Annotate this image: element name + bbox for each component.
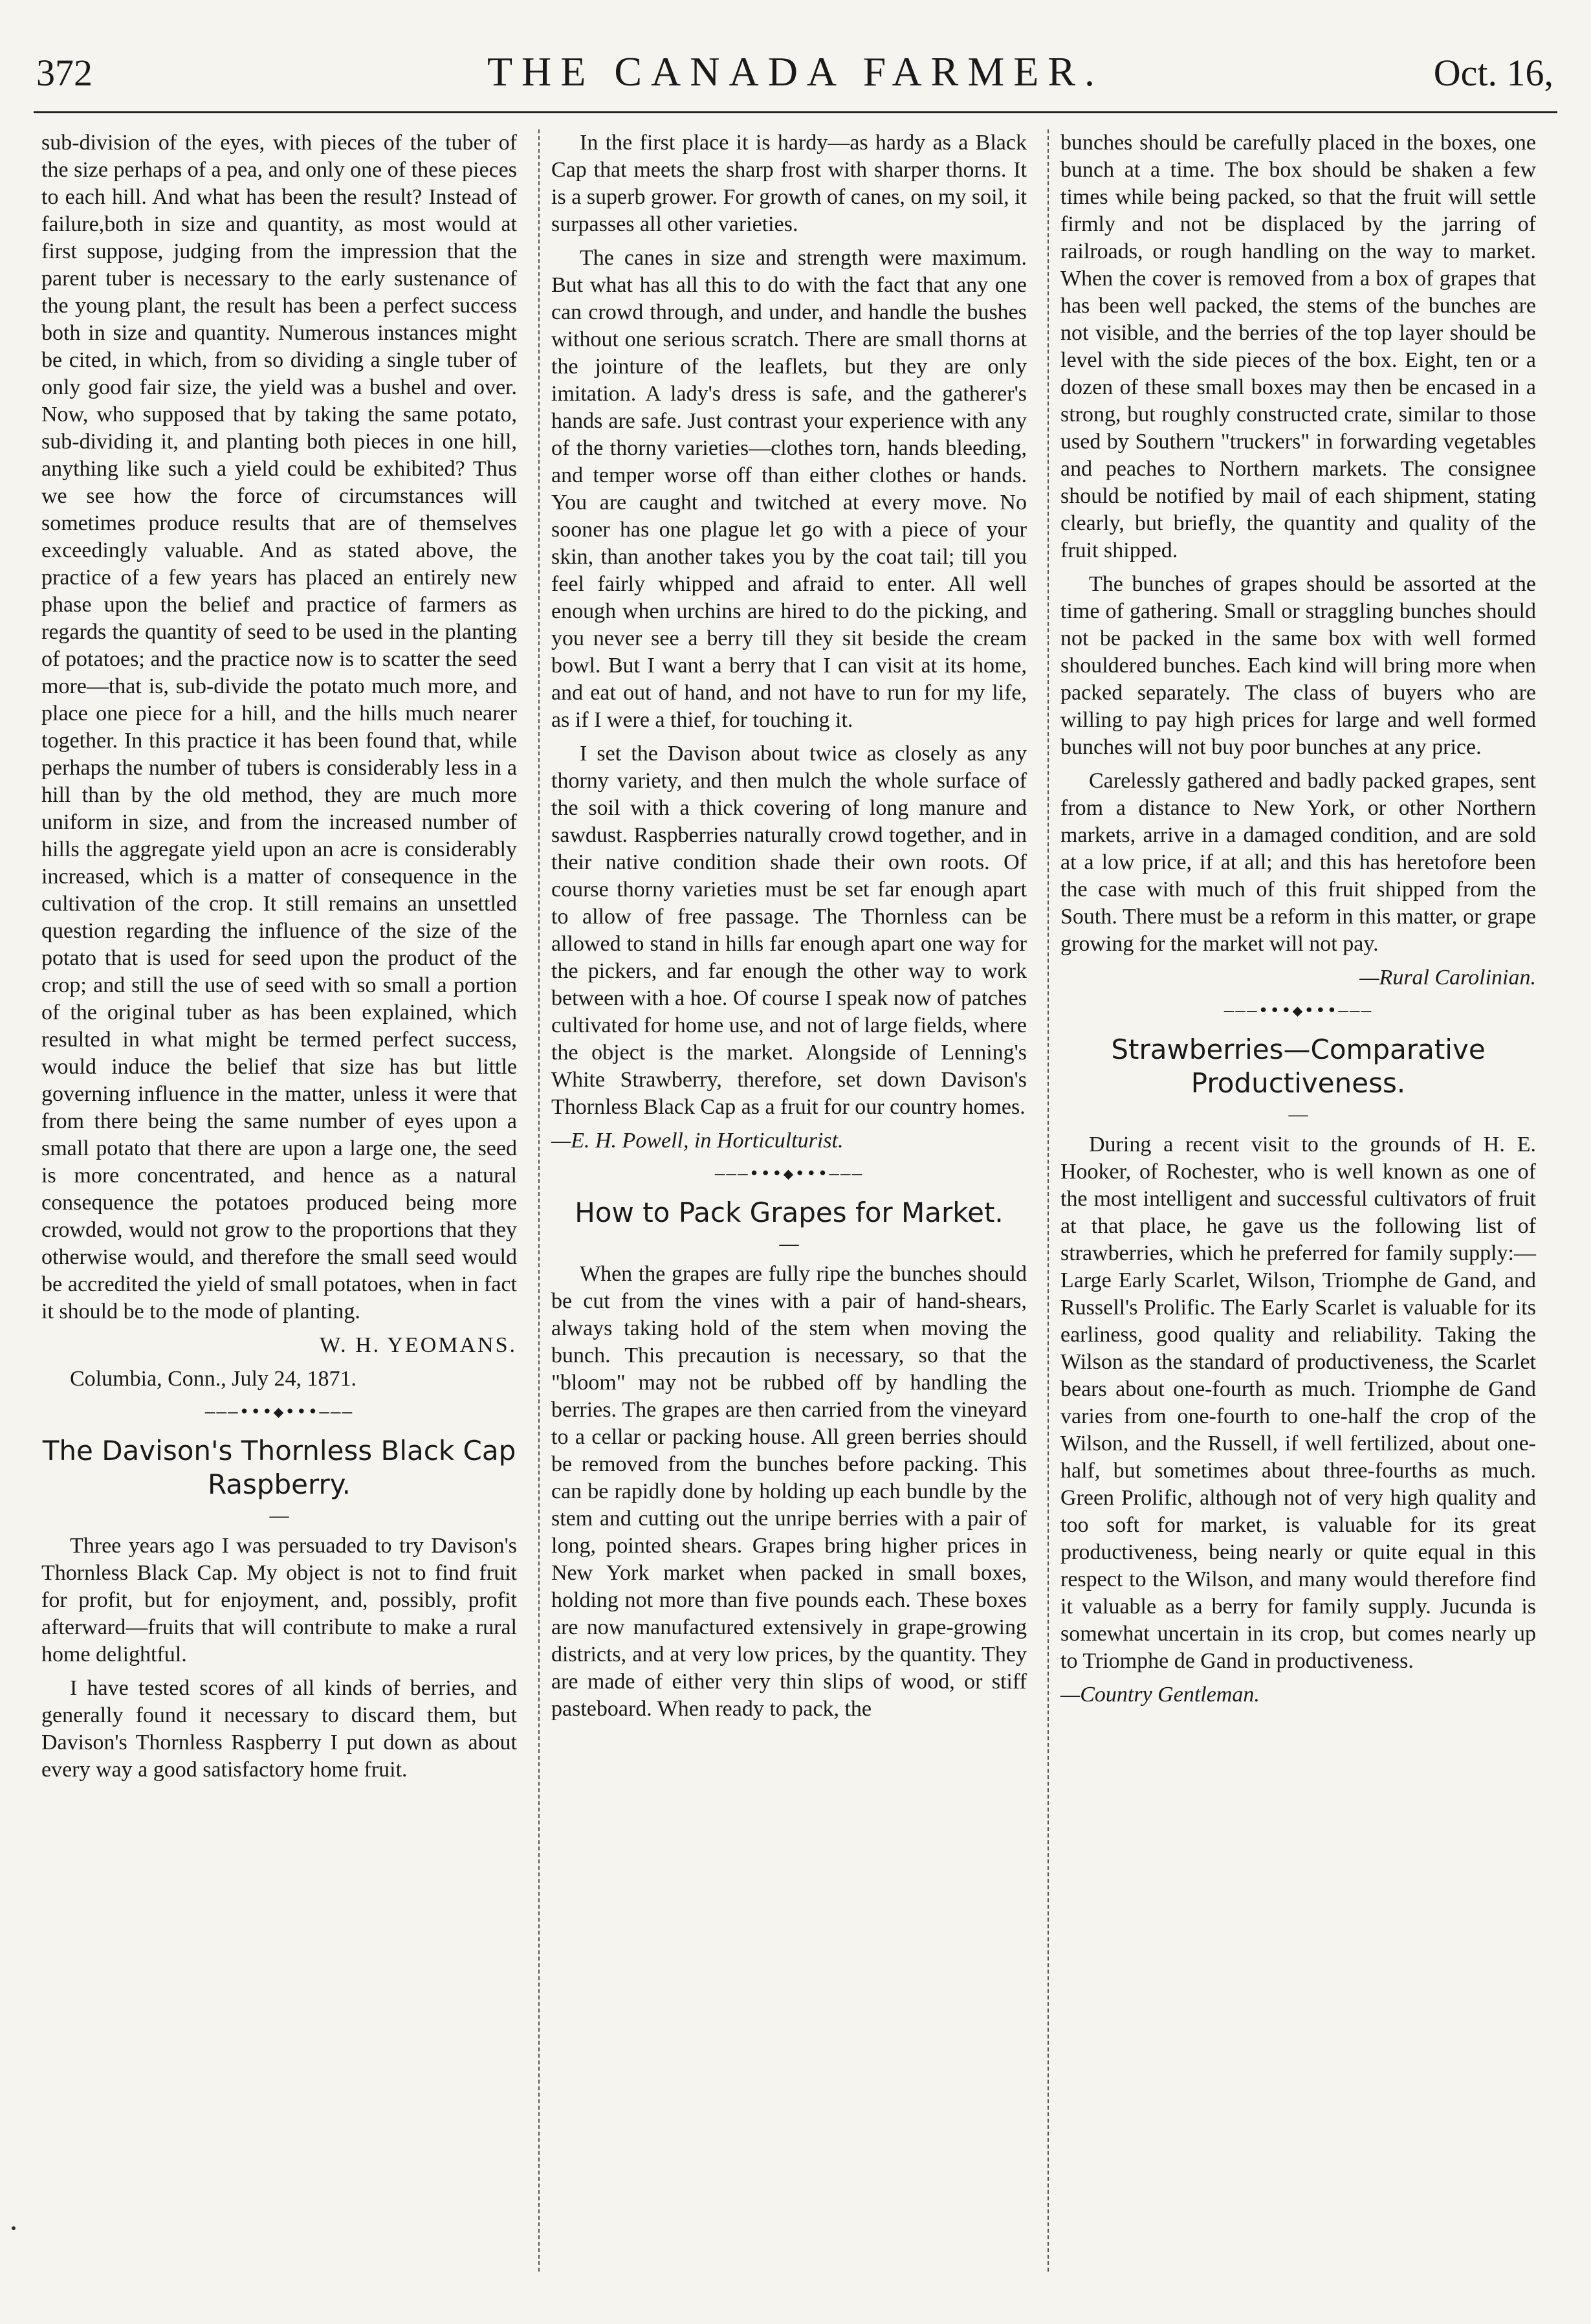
section-ornament: ———•••◆•••——— [1223,1001,1373,1021]
article-paragraph: bunches should be carefully placed in the boxes, one bunch at a time. The box should be shaken a few times while being packed, so that the fruit will settle firmly and not be displaced by the jarring of railroads, or rough handling on the way to market. When the cover is removed from a box of grapes that has been well packed, the stems of the bunches are not visible, and the berries of the top layer should be level with the side pieces of the box. Eight, ten or a dozen of these small boxes may then be encased in a strong, but roughly constructed crate, similar to those used by Southern "truckers" in forwarding vegetables and peaches to Northern markets. The consignee should be notified by mail of each shipment, stating clearly, but briefly, the quantity and quality of the fruit shipped. [1060,131,1536,562]
article-title: Strawberries—Comparative Productiveness. [1111,1034,1486,1099]
article-paragraph: sub-division of the eyes, with pieces of the tuber of the size perhaps of a pea, and only one of these pieces to each hill. And what has been the result? Instead of failure,both in size and quantity, as most would at first suppose, judging from the impression that the parent tuber is necessary to the early sustenance of the young plant, the result has been a perfect success both in size and quantity. Numerous instances might be cited, in which, from so dividing a single tuber of only good fair size, the yield was a bushel and over. Now, who supposed that by taking the same potato, sub-dividing it, and planting both pieces in one hill, anything like such a yield could be exhibited? Thus we see how the force of circumstances will sometimes produce results that are of themselves exceedingly valuable. And as stated above, the practice of a few years has placed an entirely new phase upon the belief and practice of farmers as regards the quantity of seed to be used in the planting of potatoes; and the practice now is to scatter the seed more—that is, sub-divide the potato much more, and place one piece for a hill, and the hills much nearer together. In this practice it has been found that, while perhaps the number of tubers is considerably less in a hill than by the old method, they are much more uniform in size, and from the increased number of hills the aggregate yield upon an acre is considerably increased, which is a matter of consequence in the cultivation of the crop. It still remains an unsettled question regarding the influence of the size of the potato that is used for seed upon the product of the crop; and still the use of seed with so small a portion of the original tuber as has been explained, which resulted in what might be termed perfect success, would induce the belief that size has but little governing influence in the matter, unless it were that from there being the same number of eyes upon a small potato that there are upon a large one, the seed is more concentrated, and hence as a natural consequence the potatoes produced being more crowded, would not grow to the proportions that they otherwise would, and therefore the small seed would be accredited the yield of small potatoes, when in fact it should be to the mode of planting. [41,131,517,1323]
masthead-title: THE CANADA FARMER. [487,49,1104,94]
column-1 [41,129,517,1784]
section-ornament: ———•••◆•••——— [204,1402,354,1422]
article-title: How to Pack Grapes for Market. [575,1197,1004,1228]
article-paragraph: I have tested scores of all kinds of berries, and generally found it necessary to discard them, but Davison's Thornless Raspberry I put down as about every way a good satisfactory home fruit. [41,1676,517,1782]
article-attribution: —E. H. Powell, in Horticulturist. [551,1129,844,1153]
article-paragraph: In the first place it is hardy—as hardy as a Black Cap that meets the sharp frost with sharper thorns. It is a superb grower. For growth of canes, on my soil, it surpasses all other varieties. [551,131,1027,236]
page-number: 372 [36,52,93,94]
section-ornament: ———•••◆•••——— [714,1164,864,1184]
article-paragraph: I set the Davison about twice as closely as any thorny variety, and then mulch the whole surface of the soil with a thick covering of long manure and sawdust. Raspberries naturally crowd together, and in their native condition shade their own roots. Of course thorny varieties must be set far enough apart to allow of free passage. The Thornless can be allowed to stand in hills far enough apart one way for the pickers, and far enough the other way to work between with a hoe. Of course I speak now of patches cultivated for home use, and not of large fields, where the object is the market. Alongside of Lenning's White Strawberry, therefore, set down Davison's Thornless Black Cap as a fruit for our country homes. [551,742,1027,1119]
article-paragraph: When the grapes are fully ripe the bunches should be cut from the vines with a pair of hand-shears, always taking hold of the stem when moving the bunch. This precaution is necessary, so that the "bloom" may not be rubbed off by handling the berries. The grapes are then carried from the vineyard to a cellar or packing house. All green berries should be removed from the bunches before packing. This can be rapidly done by holding up each bundle by the stem and cutting out the unripe berries with a pair of long, pointed shears. Grapes bring higher prices in New York market when packed in small boxes, holding not more than five pounds each. These boxes are now manufactured extensively in grape-growing districts, and at very low prices, by the quantity. They are made of either very thin slips of wood, or stiff pasteboard. When ready to pack, the [551,1262,1027,1721]
print-speck [12,2226,16,2230]
column-2 [551,129,1027,1723]
title-dash: — [779,1233,799,1254]
title-dash: — [1288,1103,1308,1125]
title-dash: — [269,1505,289,1526]
column-divider [1048,129,1049,2272]
dateline: Columbia, Conn., July 24, 1871. [70,1367,357,1391]
column-3 [1060,129,1536,1709]
page-header [34,39,1557,110]
author-signature: W. H. YEOMANS. [320,1333,517,1357]
article-paragraph: Carelessly gathered and badly packed grapes, sent from a distance to New York, or other Northern markets, arrive in a damaged condition, and are sold at a low price, if at all; and this has heretofore been the case with much of this fruit shipped from the South. There must be a reform in this matter, or grape growing for the market will not pay. [1060,769,1536,956]
article-paragraph: The canes in size and strength were maximum. But what has all this to do with the fact that any one can crowd through, and under, and handle the bushes without one serious scratch. There are small thorns at the jointure of the leaflets, but they are only imitation. A lady's dress is safe, and the gatherer's hands are safe. Just contrast your experience with any of the thorny varieties—clothes torn, hands bleeding, and temper worse off than either clothes or hands. You are caught and twitched at every move. No sooner has one plague let go with a piece of your skin, than another takes you by the coat tail; till you feel fairly whipped and afraid to enter. All well enough when urchins are hired to do the picking, and you never see a berry till they sit beside the cream bowl. But I want a berry that I can visit at its home, and eat out of hand, and not have to run for my life, as if I were a thief, for touching it. [551,246,1027,732]
newspaper-page [34,39,1557,2291]
column-divider [538,129,540,2272]
article-attribution: —Country Gentleman. [1060,1683,1260,1707]
article-title: The Davison's Thornless Black Cap Raspberry. [42,1435,516,1500]
issue-date: Oct. 16, [1433,52,1553,94]
header-rule [34,111,1557,113]
article-paragraph: During a recent visit to the grounds of H. E. Hooker, of Rochester, who is well known as one of the most intelligent and successful cultivators of fruit at that place, he gave us the following list of strawberries, which he preferred for family supply:—Large Early Scarlet, Wilson, Triomphe de Gand, and Russell's Prolific. The Early Scarlet is valuable for its earliness, good quality and reliability. Taking the Wilson as the standard of productiveness, the Scarlet bears about one-fourth as much. Triomphe de Gand varies from one-fourth to one-half the crop of the Wilson, and the Russell, if well fertilized, about one-half, but sometimes about three-fourths as much. Green Prolific, although not of very high quality and too soft for market, is valuable for its great productiveness, being nearly or quite equal in this respect to the Wilson, and many would therefore find it valuable as a berry for family supply. Jucunda is somewhat uncertain in its crop, but comes nearly up to Triomphe de Gand in productiveness. [1060,1133,1536,1673]
article-paragraph: The bunches of grapes should be assorted at the time of gathering. Small or straggling bunches should not be packed in the same box with well formed shouldered bunches. Each kind will bring more when packed separately. The class of buyers who are willing to pay high prices for large and well formed bunches will not buy poor bunches at any price. [1060,572,1536,759]
article-paragraph: Three years ago I was persuaded to try Davison's Thornless Black Cap. My object is not to find fruit for profit, but for enjoyment, and, possibly, profit afterward—fruits that will contribute to make a rural home delightful. [41,1534,517,1666]
article-attribution: —Rural Carolinian. [1359,966,1536,990]
